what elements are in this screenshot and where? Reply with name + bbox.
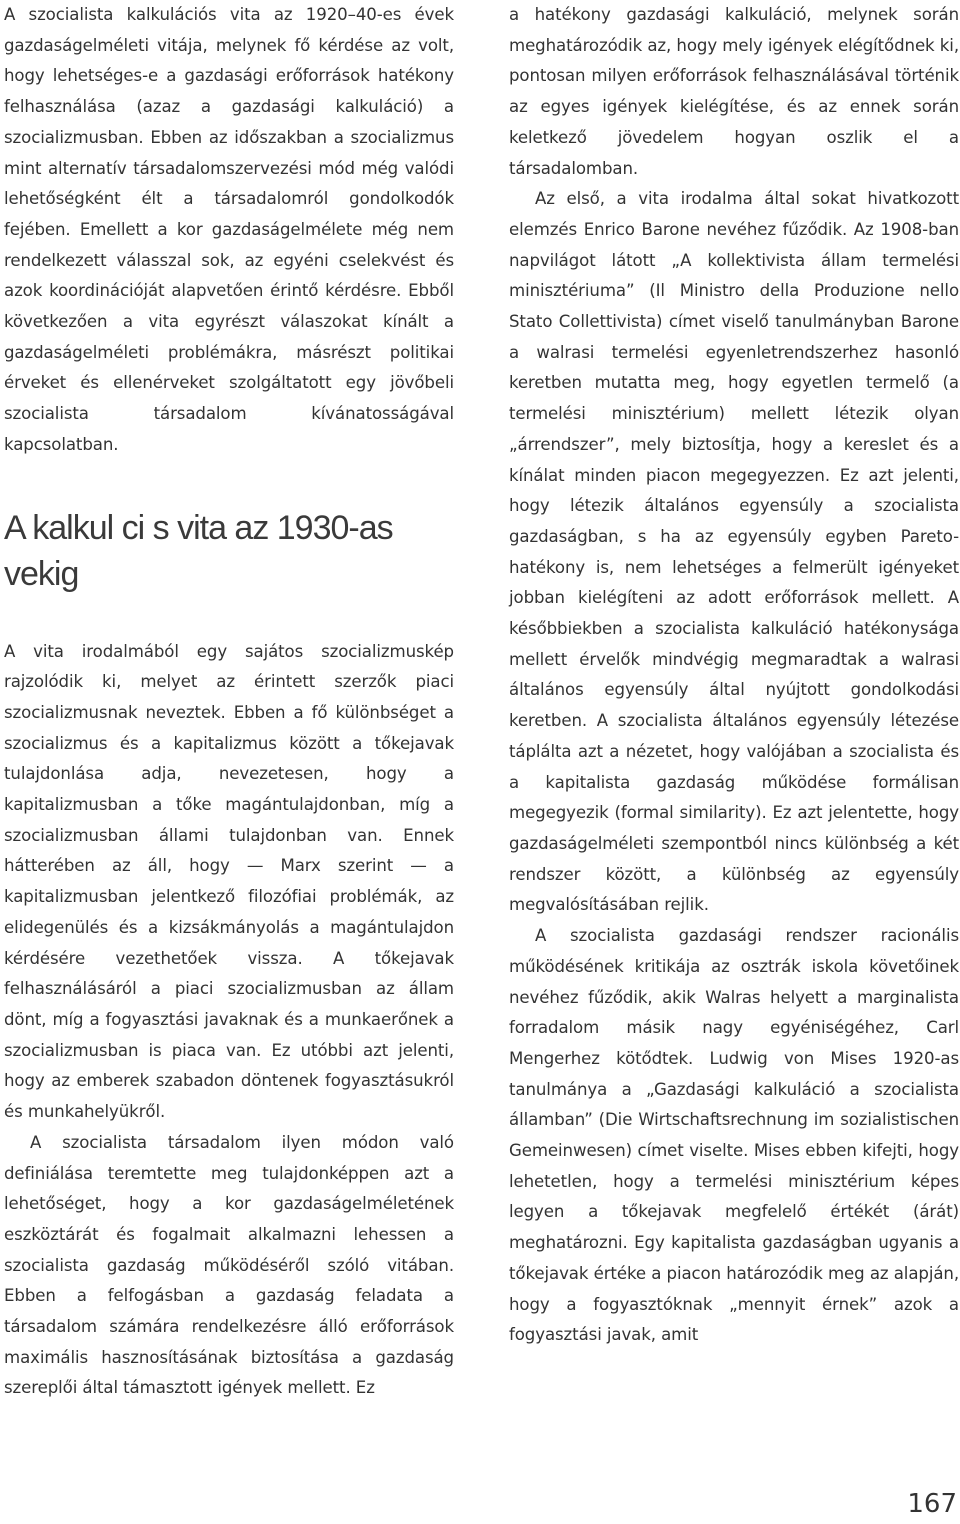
body-paragraph: A szocialista társadalom ilyen módon való definiálása teremtette meg tulajdonképpen azt a lehetőséget, hogy a kor gazdaságelméletének eszköztárát és fogalmait alkalmazni lehessen a szocialista gazdaság működéséről szóló vitában. Ebben a felfogásban a gazdaság feladata a társadalom számára rendelkezésre álló erőforrások maximális hasznosításának biztosítása a gazdaság szereplői által támasztott igények mellett. Ez	[4, 1132, 454, 1398]
body-paragraph: A vita irodalmából egy sajátos szocializmuskép rajzolódik ki, melyet az érintett szerzők piaci szocializmusnak neveztek. Ebben a fő különbséget a szocializmus és a kapitalizmus között a tőkejavak tulajdonlása adja, nevezetesen, hogy a kapitalizmusban a tőke magántulajdonban, míg a szocializmusban állami tulajdonban van. Ennek hátterében az áll, hogy — Marx szerint — a kapitalizmusban jelentkező filozófiai problémák, az elidegenülés és a kizsákmányolás a magántulajdon kérdésére vezethetőek vissza. A tőkejavak felhasználásáról a piaci szocializmusban az állam dönt, míg a fogyasztási javaknak és a munkaerőnek a szocializmusban is piaca van. Ez utóbbi azt jelenti, hogy az emberek szabadon döntenek fogyasztásukról és munkahelyükről.	[4, 641, 454, 1122]
page-number: 167	[907, 1489, 957, 1519]
body-paragraph: A szocialista gazdasági rendszer racionális működésének kritikája az osztrák iskola követőinek nevéhez fűződik, akik Walras helyett a marginalista forradalom másik nagy egyéniségéhez, Carl Mengerhez kötődtek. Ludwig von Mises 1920-as tanulmánya a „Gazdasági kalkuláció a szocialista államban” (Die Wirtschaftsrechnung im sozialistischen Gemeinwesen) címet viselte. Mises ebben kifejti, hogy lehetetlen, hogy a termelési minisztérium képes legyen a tőkejavak megfelelő értékét (árát) meghatározni. Egy kapitalista gazdaságban ugyanis a tőkejavak értéke a piacon határozódik meg az alapján, hogy a fogyasztóknak „mennyit érnek” azok a fogyasztási javak, amit	[509, 926, 959, 1345]
intro-paragraph: A szocialista kalkulációs vita az 1920–40-es évek gazdaságelméleti vitája, melynek fő kérdése az volt, hogy lehetséges-e a gazdasági erőforrások hatékony felhasználása (azaz a gazdasági kalkuláció) a szocializmusban. Ebben az időszakban a szocializmus mint alternatív társadalomszervezési mód még valódi lehetőségként élt a társadalomról gondolkodók fejében. Emellett a kor gazdaságelmélete még nem rendelkezett válasszal sok, az egyéni cselekvést és azok koordinációját alapvetően érintő kérdésre. Ebből következően a vita egyrészt válaszokat kínált a gazdaságelméleti problémákra, másrészt politikai érveket és ellenérveket szolgáltatott egy jövőbeli szocialista társadalom kívánatosságával kapcsolatban.	[4, 5, 454, 454]
right-column	[509, 0, 959, 1351]
left-column	[4, 0, 454, 1404]
section-heading: A kalkul ci s vita az 1930-as vekig	[4, 508, 393, 593]
body-paragraph: Az első, a vita irodalma által sokat hivatkozott elemzés Enrico Barone nevéhez fűződik. Az 1908-ban napvilágot látott „A kollektivista állam termelési minisztériuma” (Il Ministro della Produzione nello Stato Collettivista) címet viselő tanulmányban Barone a walrasi termelési egyenletrendszerhez hasonló keretben mutatta meg, hogy egyetlen termelő (a termelési minisztérium) mellett létezik olyan „árrendszer”, mely biztosítja, hogy a kereslet és a kínálat minden piacon megegyezzen. Ez azt jelenti, hogy létezik általános egyensúly a szocialista gazdaságban, s ha az egyensúly egyben Pareto-hatékony is, nem lehetséges a felmerült igényeket jobban kielégíteni az adott erőforrások mellett. A későbbiekben a szocialista kalkuláció hatékonysága mellett érvelők mindvégig megmaradtak a walrasi általános egyensúly által nyújtott gondolkodási keretben. A szocialista általános egyensúly létezése táplálta azt a nézetet, hogy valójában a szocialista és a kapitalista gazdaság működése formálisan megegyezik (formal similarity). Ez azt jelentette, hogy gazdaságelméleti szempontból nincs különbség a két rendszer között, a különbség az egyensúly megvalósításában rejlik.	[509, 189, 959, 915]
continuation-paragraph: a hatékony gazdasági kalkuláció, melynek során meghatározódik az, hogy mely igények elégítődnek ki, pontosan milyen erőforrások felhasználásával történik az egyes igények kielégítése, és az ennek során keletkező jövedelem hogyan oszlik el a társadalomban.	[509, 5, 959, 178]
